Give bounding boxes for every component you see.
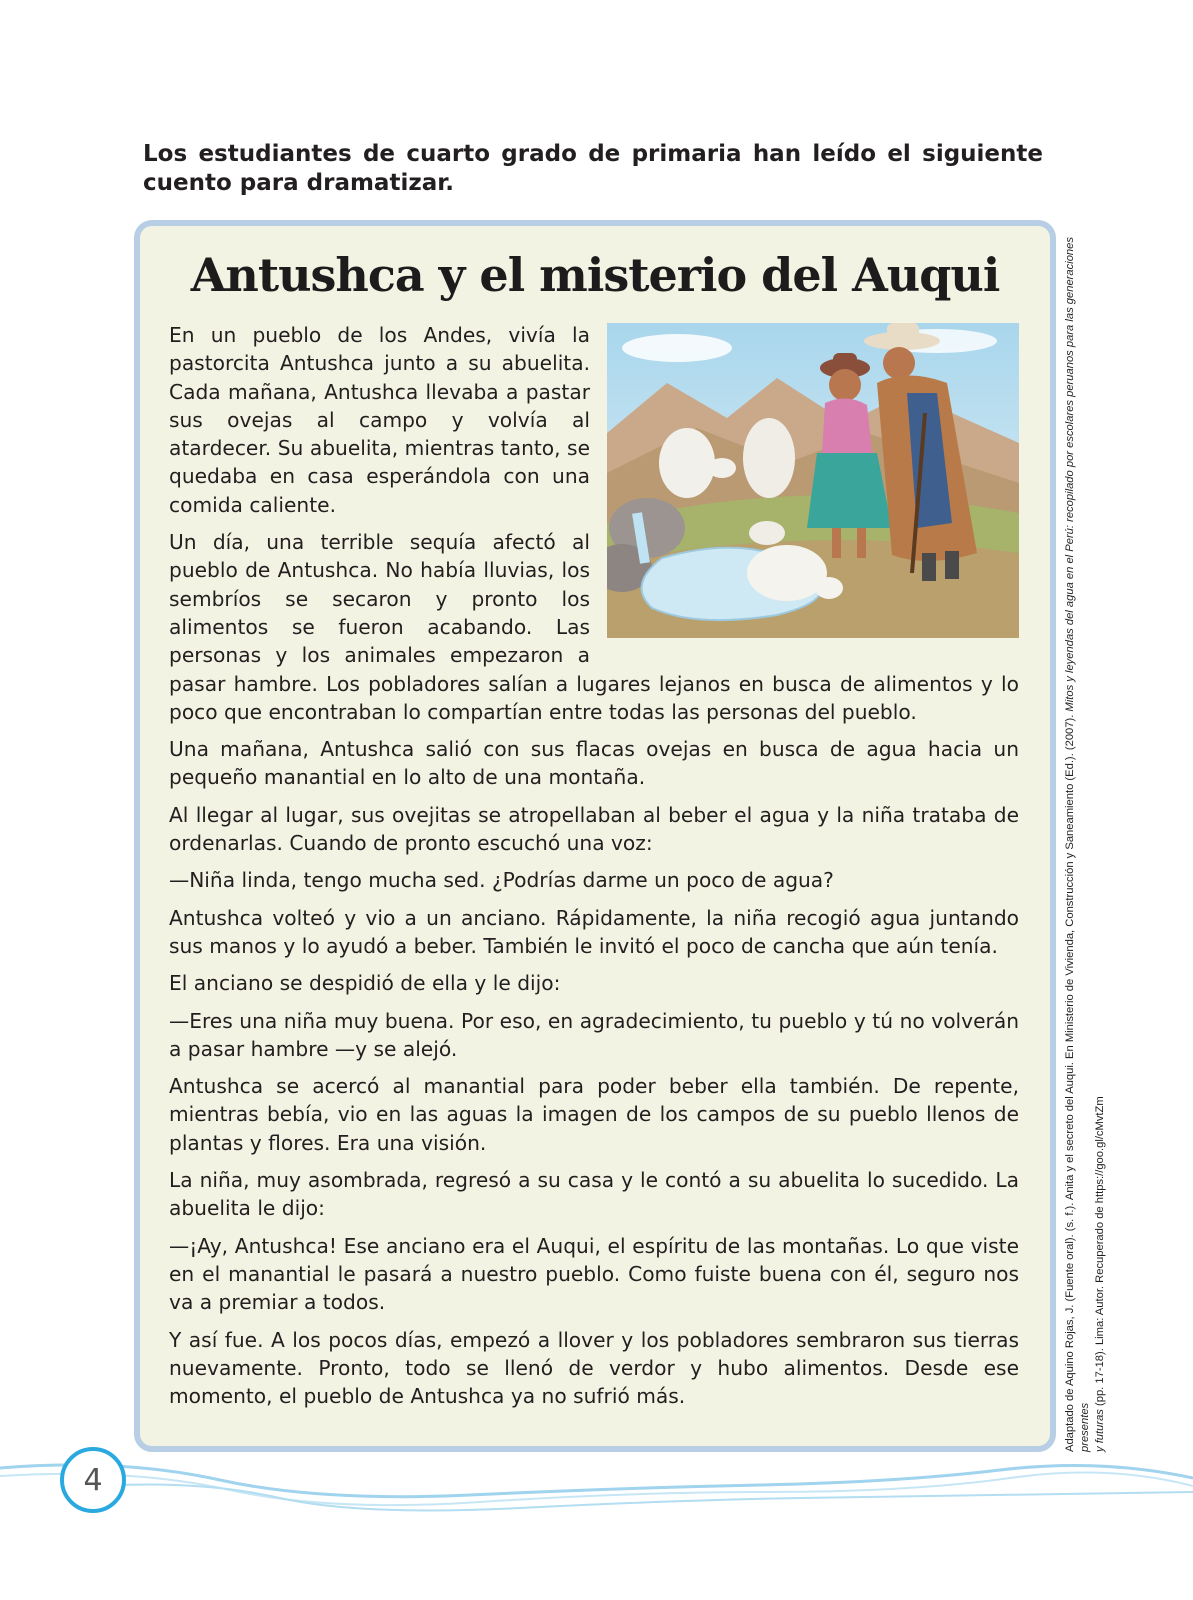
story-paragraph: Antushca se acercó al manantial para poder beber ella también. De repente, mientras bebía, vio en las aguas la imagen de los campos de su pueblo llenos de plantas y flores. Era una visión. <box>169 1074 1019 1155</box>
story-paragraph: En un pueblo de los Andes, vivía la pastorcita Antushca junto a su abuelita. Cada mañana, Antushca llevaba a pastar sus ovejas al campo y volvía al atardecer. Su abuelita, mientras tanto, se quedaba en casa esperándola con una comida caliente. <box>169 323 590 517</box>
story-paragraph: Antushca volteó y vio a un anciano. Rápidamente, la niña recogió agua juntando sus manos y lo ayudó a beber. También le invitó el poco de cancha que aún tenía. <box>169 905 1019 958</box>
story-box <box>134 220 1056 1452</box>
source-citation <box>1063 230 1106 1452</box>
citation-text: Adaptado de Aquino Rojas, J. (Fuente oral). (s. f.). Anita y el secreto del Auqui. En Ministerio de Vivienda, Construcción y Saneamiento (Ed.). (2007). <box>1064 711 1076 1452</box>
story-paragraph: Y así fue. A los pocos días, empezó a llover y los pobladores sembraron sus tierras nuevamente. Pronto, todo se llenó de verdor y hubo alimentos. Desde ese momento, el pueblo de Antushca ya no sufrió más. <box>169 1327 1019 1409</box>
intro-text: Los estudiantes de cuarto grado de primaria han leído el siguiente cuento para dramatizar. <box>143 141 1043 196</box>
citation-text-end: (pp. 17-18). Lima: Autor. Recuperado de https://goo.gl/cMvtZm <box>1094 1096 1106 1410</box>
story-paragraph: Al llegar al lugar, sus ovejitas se atropellaban al beber el agua y la niña trataba de ordenarlas. Cuando de pronto escuchó una voz: <box>169 802 1019 856</box>
story-paragraph: Un día, una terrible sequía afectó al pueblo de Antushca. No había lluvias, los sembríos se secaron y pronto los alimentos se fueron acabando. Las personas y los animales empezaron a pasar hambre. Los pobladores salían a lugares lejanos en busca de alimentos y lo poco que encontraban lo compartían entre todas las personas del pueblo. <box>169 530 1019 724</box>
page-number: 4 <box>60 1447 126 1513</box>
story-paragraph: —¡Ay, Antushca! Ese anciano era el Auqui, el espíritu de las montañas. Lo que viste en el manantial le pasará a nuestro pueblo. Como fuiste buena con él, seguro nos va a premiar a todos. <box>169 1233 1019 1315</box>
story-body <box>169 321 1019 1419</box>
story-paragraph: —Eres una niña muy buena. Por eso, en agradecimiento, tu pueblo y tú no volverán a pasar hambre —y se alejó. <box>169 1008 1019 1061</box>
story-title: Antushca y el misterio del Auqui <box>190 248 1000 302</box>
footer-wave <box>0 1450 1193 1550</box>
citation-book-title: Mitos y leyendas del agua en el Perú: recopilado por escolares peruanos para las generaciones presentes <box>1064 237 1091 1452</box>
story-paragraph: El anciano se despidió de ella y le dijo: <box>169 971 561 996</box>
citation-book-title-end: y futuras <box>1094 1409 1106 1452</box>
story-illustration <box>607 323 1019 638</box>
story-paragraph: —Niña linda, tengo mucha sed. ¿Podrías darme un poco de agua? <box>169 868 834 893</box>
story-paragraph: Una mañana, Antushca salió con sus flacas ovejas en busca de agua hacia un pequeño manantial en lo alto de una montaña. <box>169 737 1019 790</box>
story-paragraph: La niña, muy asombrada, regresó a su casa y le contó a su abuelita lo sucedido. La abuelita le dijo: <box>169 1168 1019 1221</box>
